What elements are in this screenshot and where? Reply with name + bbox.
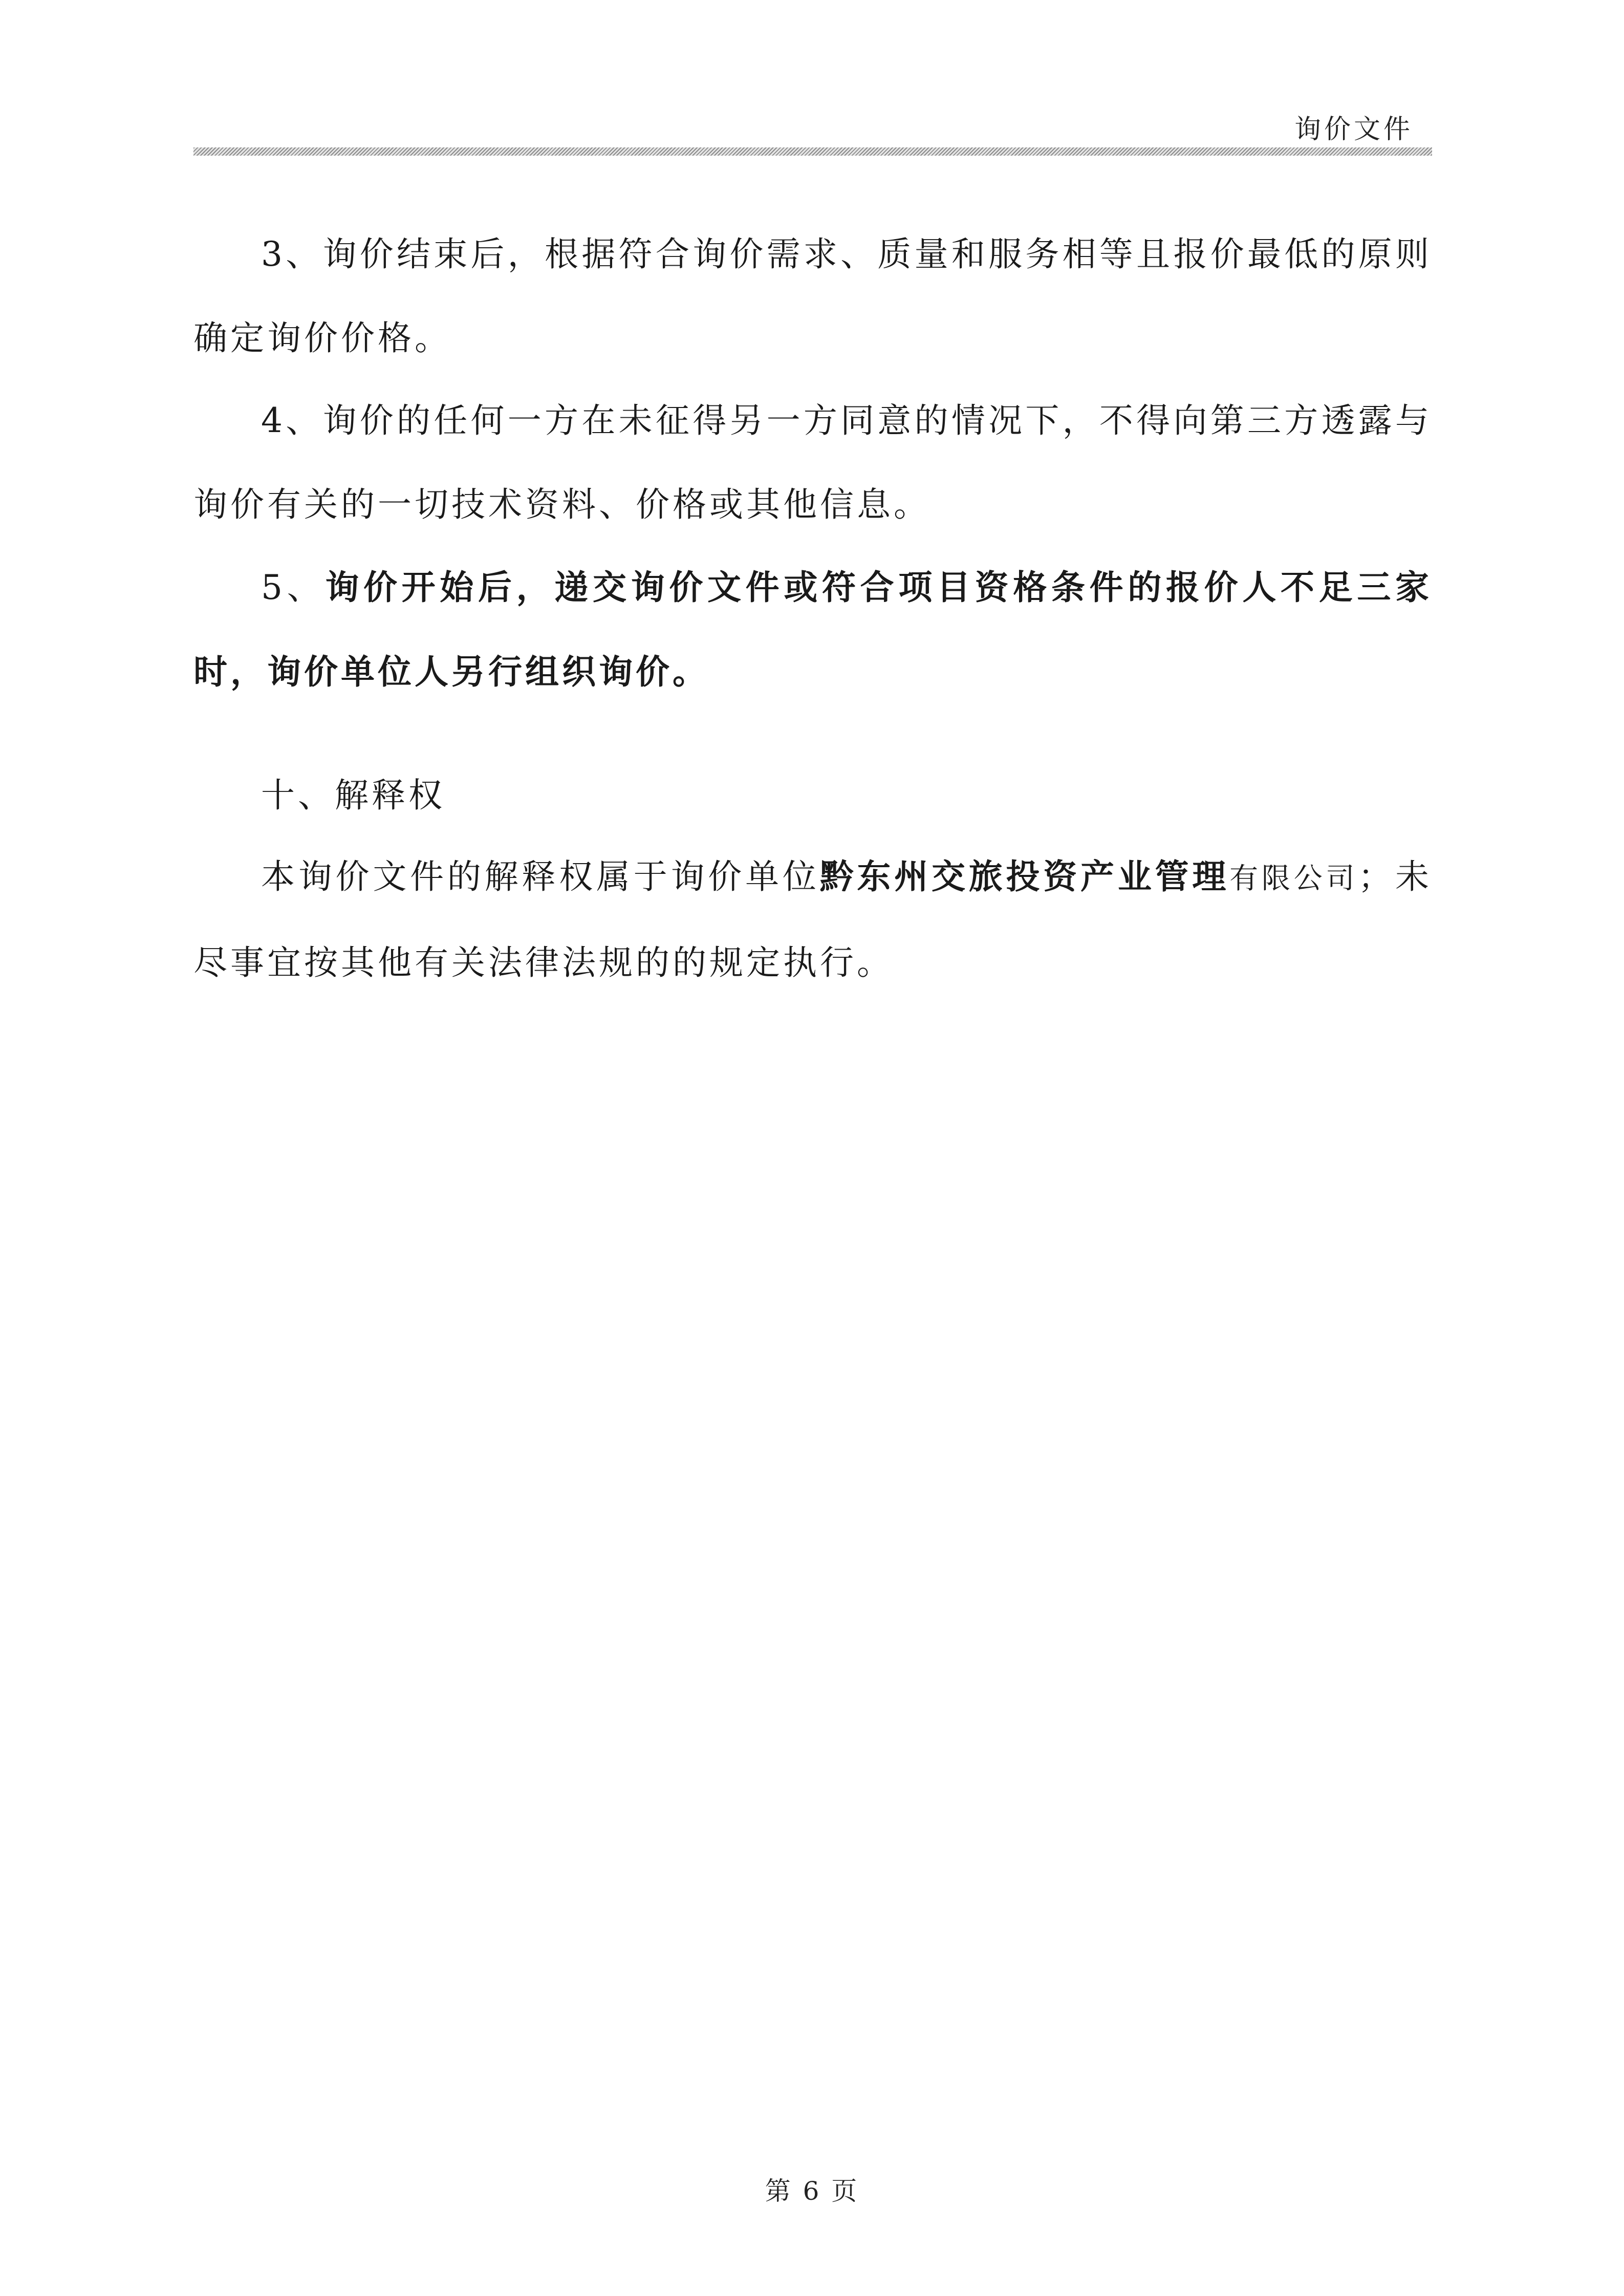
- paragraph-item-5: [193, 545, 1432, 714]
- interpretation-text-before: 本询价文件的解释权属于询价单位: [261, 857, 820, 896]
- interpretation-paragraph: [193, 834, 1432, 1005]
- organization-suffix: 有限公司: [1229, 862, 1358, 895]
- header-divider: [193, 147, 1432, 156]
- paragraph-item-5-number: 5、: [261, 568, 326, 607]
- organization-name: 黔东州交旅投资产业管理: [819, 856, 1230, 896]
- document-header-title: 询价文件: [1294, 114, 1413, 145]
- page-number: 第 6 页: [765, 2176, 859, 2206]
- section-heading-interpretation: 十、解释权: [261, 776, 445, 815]
- interpretation-text-after: ；未尽事宜按其他有关法律法规的的规定执行。: [193, 857, 1433, 982]
- paragraph-item-5-text: 询价开始后，递交询价文件或符合项目资格条件的报价人不足三家时，询价单位人另行组织询价。: [193, 567, 1432, 692]
- paragraph-item-4: 4、询价的任何一方在未征得另一方同意的情况下，不得向第三方透露与询价有关的一切技术资料、价格或其他信息。: [193, 401, 1432, 524]
- paragraph-item-3: 3、询价结束后，根据符合询价需求、质量和服务相等且报价最低的原则确定询价价格。: [193, 234, 1432, 358]
